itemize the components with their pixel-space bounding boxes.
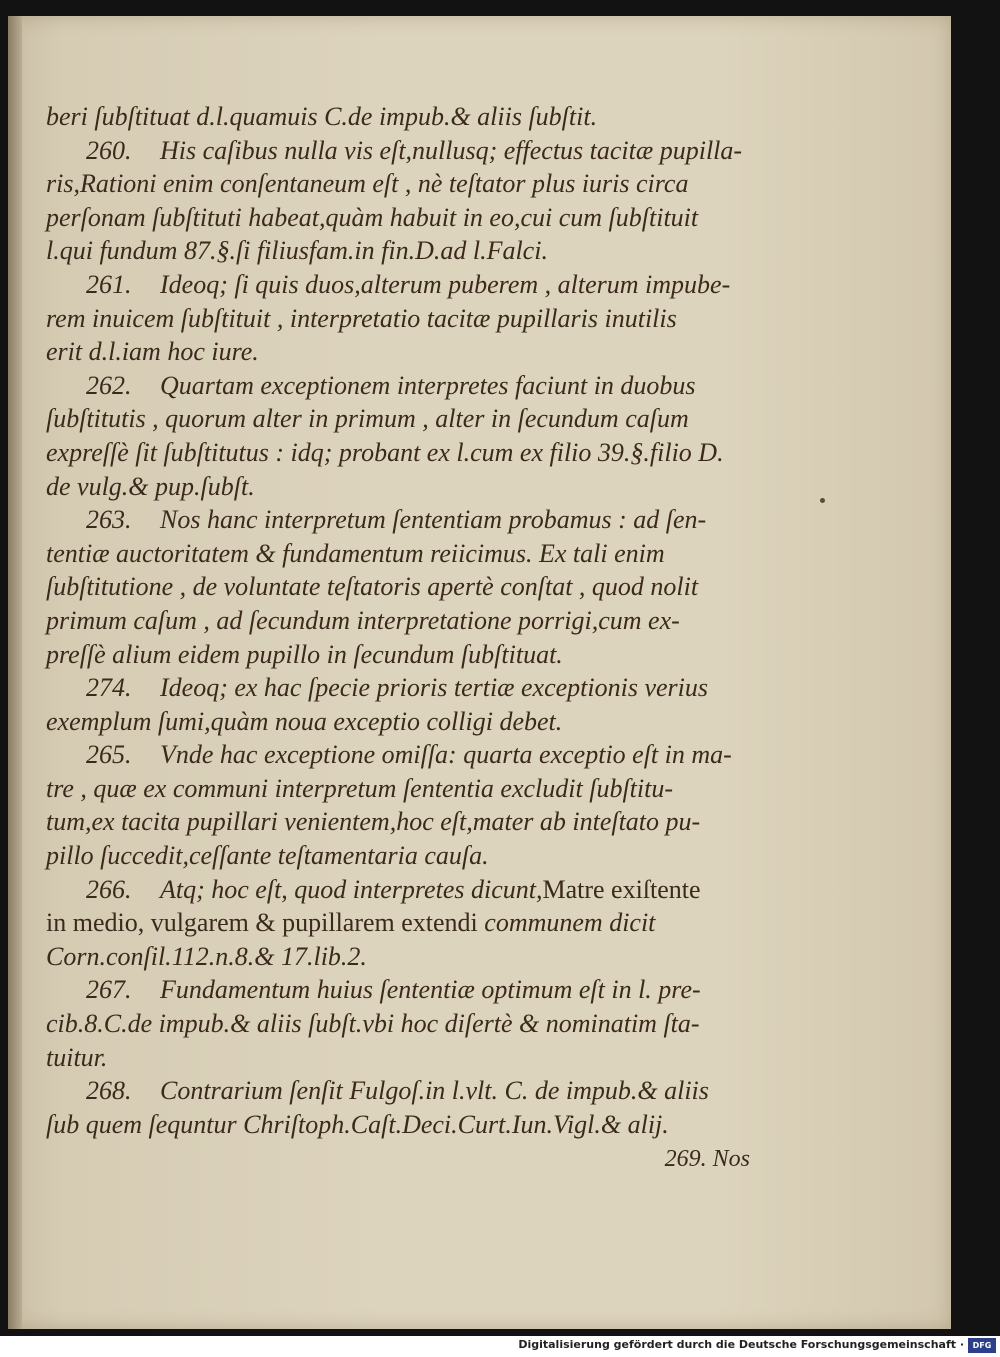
- line-text: ſubſtitutione , de voluntate teſtatoris apertè conſtat , quod nolit: [46, 572, 699, 602]
- funding-notice: Digitalisierung gefördert durch die Deutsche Forschungsgemeinschaft ·: [518, 1338, 964, 1351]
- text-line: [46, 470, 761, 504]
- text-line: [46, 705, 761, 739]
- line-text: Fundamentum huius ſententiæ optimum eſt in l. pre-: [160, 975, 701, 1005]
- paper-speck: [820, 498, 825, 503]
- paragraph-number: 274.: [86, 673, 132, 703]
- line-text: ris,Rationi enim conſentaneum eſt , nè teſtator plus iuris circa: [46, 169, 689, 199]
- text-line: [46, 369, 761, 403]
- line-text: tum,ex tacita pupillari venientem,hoc eſt,mater ab inteſtato pu-: [46, 807, 701, 837]
- text-line: [46, 436, 761, 470]
- paragraph-number: 265.: [86, 740, 132, 770]
- text-line: [46, 1041, 761, 1075]
- line-text: rem inuicem ſubſtituit , interpretatio tacitæ pupillaris inutilis: [46, 303, 677, 333]
- line-text: primum caſum , ad ſecundum interpretatione porrigi,cum ex-: [46, 605, 680, 635]
- text-line: [46, 671, 761, 705]
- line-text: exemplum ſumi,quàm noua exceptio colligi debet.: [46, 706, 563, 736]
- footer-bar: [0, 1336, 1000, 1357]
- text-line: [46, 805, 761, 839]
- paragraph-number: 268.: [86, 1076, 132, 1106]
- text-line: [46, 1108, 761, 1142]
- paragraph-number: 262.: [86, 370, 132, 400]
- text-line: [46, 1074, 761, 1108]
- text-line: [46, 940, 761, 974]
- text-line: [46, 268, 761, 302]
- text-line: [46, 134, 761, 168]
- text-line: [46, 973, 761, 1007]
- paragraph-number: 260.: [86, 135, 132, 165]
- text-line: [46, 302, 761, 336]
- line-text: Quartam exceptionem interpretes faciunt in duobus: [160, 370, 696, 400]
- text-line: [46, 201, 761, 235]
- line-text: preſſè alium eidem pupillo in ſecundum ſubſtituat.: [46, 639, 563, 669]
- text-line: [46, 335, 761, 369]
- text-line: [46, 503, 761, 537]
- text-line: [46, 402, 761, 436]
- roman-text: in medio, vulgarem & pupillarem extendi: [46, 908, 478, 938]
- text-line: [46, 234, 761, 268]
- text-line: [46, 167, 761, 201]
- line-text: de vulg.& pup.ſubſt.: [46, 471, 255, 501]
- dfg-logo: DFG: [968, 1338, 996, 1353]
- line-text: communem dicit: [477, 908, 656, 938]
- line-text: cib.8.C.de impub.& aliis ſubſt.vbi hoc diſertè & nominatim ſta-: [46, 1009, 700, 1039]
- line-text: beri ſubſtituat d.l.quamuis C.de impub.& aliis ſubſtit.: [46, 102, 598, 131]
- text-line: [46, 570, 761, 604]
- text-line: [46, 873, 761, 907]
- paragraph-number: 263.: [86, 505, 132, 535]
- line-text: Vnde hac exceptione omiſſa: quarta exceptio eſt in ma-: [160, 740, 732, 770]
- line-text: erit d.l.iam hoc iure.: [46, 337, 259, 367]
- text-line: [46, 772, 761, 806]
- text-line: [46, 537, 761, 571]
- line-text: l.qui fundum 87.§.ſi filiusfam.in fin.D.ad l.Falci.: [46, 236, 548, 266]
- line-text: ſub quem ſequntur Chriſtoph.Caſt.Deci.Curt.Iun.Vigl.& alij.: [46, 1109, 669, 1139]
- line-text: Atq; hoc eſt, quod interpretes dicunt,: [160, 874, 543, 904]
- catchword: 269. Nos: [664, 1146, 750, 1172]
- text-line: [46, 1007, 761, 1041]
- text-line: [46, 906, 761, 940]
- line-text: Ideoq; ſi quis duos,alterum puberem , alterum impube-: [160, 269, 731, 299]
- line-text: expreſſè ſit ſubſtitutus : idq; probant ex l.cum ex filio 39.§.filio D.: [46, 437, 724, 467]
- roman-text: Matre exiſtente: [542, 874, 701, 904]
- text-line: [46, 738, 761, 772]
- paragraph-number: 266.: [86, 874, 132, 904]
- line-text: ſubſtitutis , quorum alter in primum , alter in ſecundum caſum: [46, 404, 689, 434]
- line-text: Corn.conſil.112.n.8.& 17.lib.2.: [46, 941, 367, 971]
- text-line: [46, 638, 761, 672]
- paragraph-number: 261.: [86, 269, 132, 299]
- line-text: Ideoq; ex hac ſpecie prioris tertiæ exceptionis verius: [160, 673, 709, 703]
- line-text: His caſibus nulla vis eſt,nullusq; effectus tacitæ pupilla-: [160, 135, 743, 165]
- line-text: tentiæ auctoritatem & fundamentum reiicimus. Ex tali enim: [46, 538, 665, 568]
- text-line: [46, 100, 761, 134]
- line-text: perſonam ſubſtituti habeat,quàm habuit in eo,cui cum ſubſtituit: [46, 202, 699, 232]
- line-text: tuitur.: [46, 1042, 108, 1072]
- page-text: [46, 100, 761, 1141]
- text-line: [46, 839, 761, 873]
- line-text: tre , quæ ex communi interpretum ſententia excludit ſubſtitu-: [46, 773, 673, 803]
- text-line: [46, 604, 761, 638]
- line-text: Nos hanc interpretum ſententiam probamus : ad ſen-: [160, 505, 707, 535]
- line-text: Contrarium ſenſit Fulgoſ.in l.vlt. C. de impub.& aliis: [160, 1076, 709, 1106]
- paragraph-number: 267.: [86, 975, 132, 1005]
- page-gutter: [8, 16, 22, 1329]
- line-text: pillo ſuccedit,ceſſante teſtamentaria cauſa.: [46, 841, 489, 871]
